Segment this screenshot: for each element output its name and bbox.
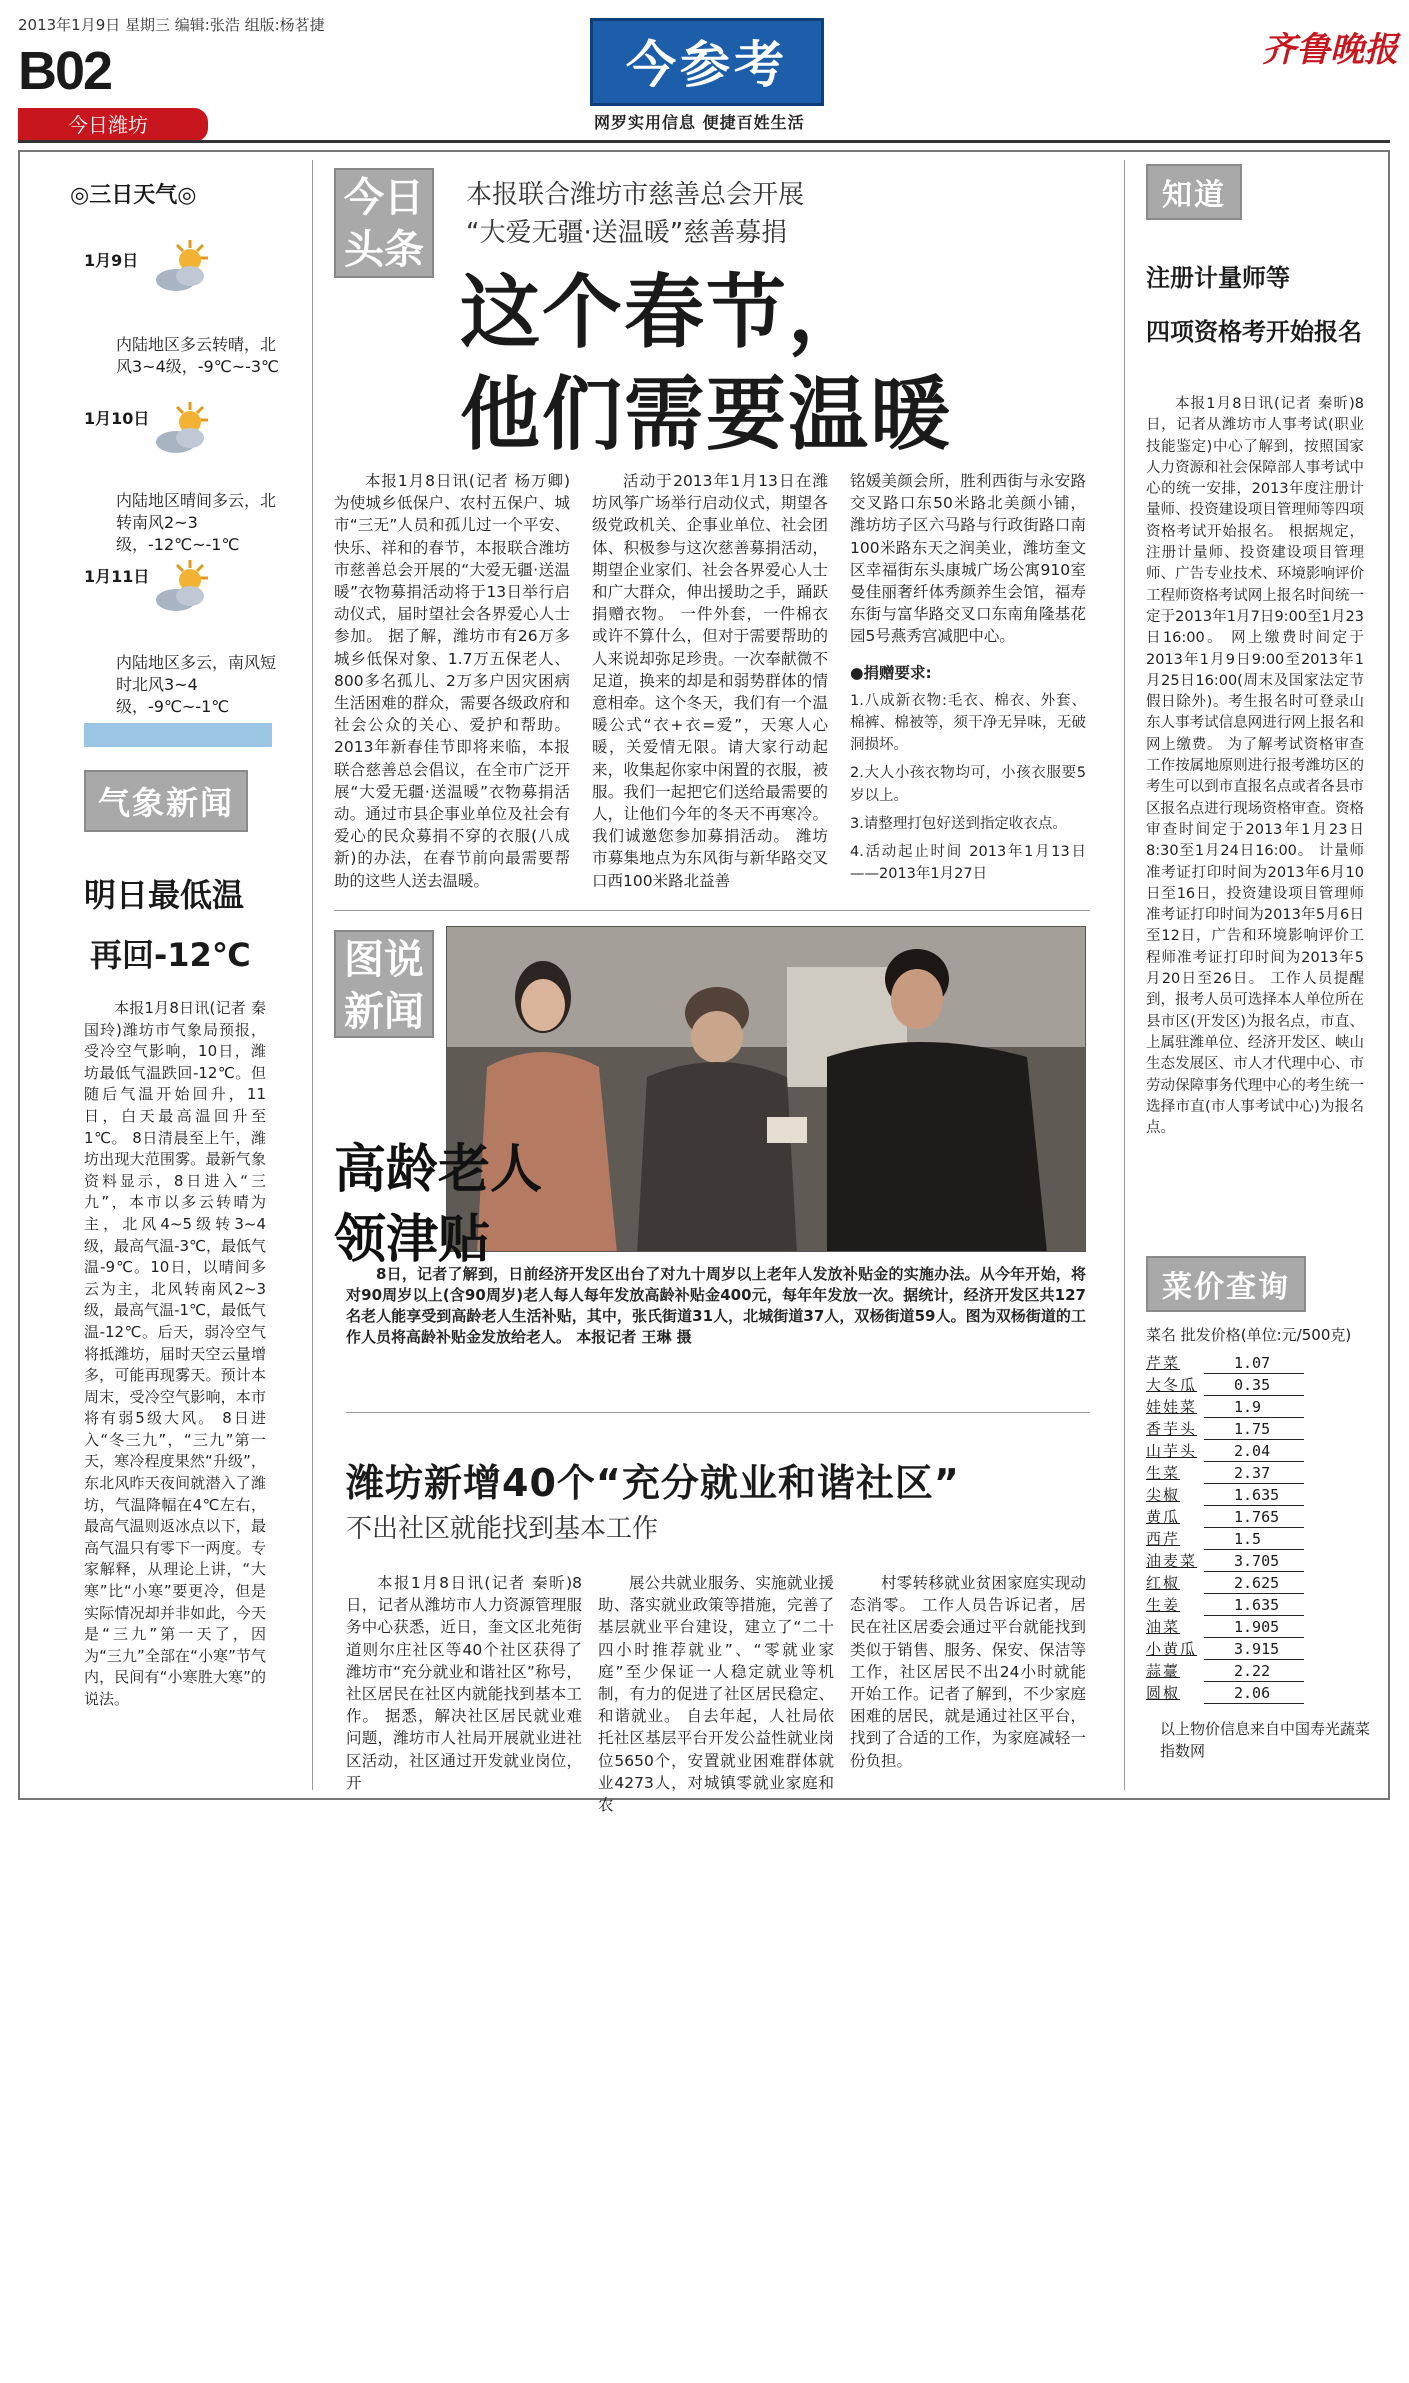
price-row (1146, 1528, 1366, 1550)
community-column-3: 村零转移就业贫困家庭实现动态消零。 工作人员告诉记者，居民在社区居委会通过平台就能找到类似于销售、服务、保安、保洁等工作，社区居民不出24小时就能开始工作。记者了解到，不少家庭困难的居民，就是通过社区平台，找到了合适的工作，为家庭减轻一份负担。 (850, 1574, 1086, 1770)
veg-price: 2.625 (1204, 1572, 1304, 1594)
veg-name: 油菜 (1146, 1618, 1181, 1636)
know-headline: 注册计量师等 (1146, 264, 1290, 292)
lead-kicker (466, 176, 804, 252)
requirements-title: ●捐赠要求: (850, 663, 932, 682)
lead-column-2: 活动于2013年1月13日在潍坊风筝广场举行启动仪式，期望各级党政机关、企事业单位、社会团体、积极参与这次慈善募捐活动，期望企业家们、社会各界爱心人士和广大群众，伸出援助之手，踊跃捐赠衣物。 一件外套，一件棉衣或许不算什么，但对于需要帮助的人来说却弥足珍贵。一次奉献微不足道，换来的却是和弱势群体的情意相牵。这个冬天，我们有一个温暖公式“衣+衣=爱”，天寒人心暖，关爱情无限。请大家行动起来，收集起你家中闲置的衣服，被服。我们一起把它们送给最需要的人，让他们今年的冬天不再寒冷。我们诚邀您参加募捐活动。 潍坊市募集地点为东风街与新华路交叉口西100米路北益善 (592, 472, 828, 890)
weather-title: ◎三日天气◎ (70, 183, 197, 208)
veg-price: 2.37 (1204, 1462, 1304, 1484)
kicker-line-1: 本报联合潍坊市慈善总会开展 (466, 180, 805, 210)
veg-name: 大冬瓜 (1146, 1376, 1198, 1394)
veg-name: 小黄瓜 (1146, 1640, 1198, 1658)
photo-caption: 8日，记者了解到，日前经济开发区出台了对九十周岁以上老年人发放补贴金的实施办法。从今年开始，将对90周岁以上(含90周岁)老人每人每年发放高龄补贴金400元，每年年发放一次。据统计，经济开发区共127名老人能享受到高龄老人生活补贴，其中，张氏街道31人，北城街道37人，双杨街道59人。图为双杨街道的工作人员将高龄补贴金发放给老人。 本报记者 王琳 摄 (346, 1265, 1086, 1346)
weather-date: 1月10日 (84, 409, 150, 428)
kicker-line-2: “大爱无疆·送温暖”慈善募捐 (466, 218, 788, 248)
weather-day-1 (84, 248, 138, 271)
weather-news-headline-2: 再回-12℃ (90, 936, 251, 974)
weather-news-headline: 明日最低温 (84, 876, 245, 914)
weather-news-label: 气象新闻 (84, 770, 248, 832)
lead-column-3 (850, 470, 1086, 885)
community-column-2: 展公共就业服务、实施就业援助、落实就业政策等措施，完善了基层就业平台建设，建立了“二十四小时推荐就业”、“零就业家庭”至少保证一人稳定就业等机制，有力的促进了社区居民稳定、和谐就业。 自去年起，人社局依托社区基层平台开发公益性就业岗位5650个，安置就业困难群体就业4273人，对城镇零就业家庭和农 (598, 1574, 834, 1815)
veg-name: 油麦菜 (1146, 1552, 1198, 1570)
weather-date: 1月9日 (84, 251, 139, 270)
left-divider (312, 160, 313, 1790)
price-row (1146, 1440, 1366, 1462)
community-deck: 不出社区就能找到基本工作 (346, 1514, 659, 1544)
headline-line-2: 他们需要温暖 (460, 368, 952, 461)
veg-name: 娃娃菜 (1146, 1398, 1198, 1416)
price-label: 菜价查询 (1146, 1256, 1306, 1312)
veg-price: 1.75 (1204, 1418, 1304, 1440)
tag-text: 图说新闻 (344, 937, 424, 1035)
column-logo: 今参考 (590, 18, 824, 106)
veg-name: 黄瓜 (1146, 1508, 1181, 1526)
price-row (1146, 1462, 1366, 1484)
section-tab: 今日潍坊 (18, 108, 208, 142)
requirement-item: 3.请整理打包好送到指定收衣点。 (850, 815, 1067, 832)
weather-forecast: 内陆地区晴间多云，北转南风2~3级，-12℃~-1℃ (116, 491, 277, 554)
price-row (1146, 1484, 1366, 1506)
weather-forecast: 内陆地区多云转晴，北风3~4级，-9℃~-3℃ (116, 335, 280, 376)
tag-text: 今日头条 (344, 175, 424, 273)
veg-price: 0.35 (1204, 1374, 1304, 1396)
requirement-item: 2.大人小孩衣物均可，小孩衣服要5岁以上。 (850, 765, 1086, 804)
today-headline-tag (334, 168, 434, 278)
price-row (1146, 1506, 1366, 1528)
price-source: 以上物价信息来自中国寿光蔬菜指数网 (1160, 1720, 1371, 1760)
veg-name: 生菜 (1146, 1464, 1181, 1482)
photo-headline (334, 1135, 542, 1275)
photo-rule (346, 1412, 1090, 1413)
price-row (1146, 1594, 1366, 1616)
veg-name: 尖椒 (1146, 1486, 1181, 1504)
price-row (1146, 1682, 1366, 1704)
veg-name: 生姜 (1146, 1596, 1181, 1614)
page-number: B02 (18, 41, 112, 101)
newspaper-name: 齐鲁晚报 (1262, 30, 1398, 70)
header-rule (18, 140, 1390, 143)
price-table (1146, 1352, 1366, 1704)
lead-rule (334, 910, 1090, 911)
know-label: 知道 (1146, 164, 1242, 220)
weather-date: 1月11日 (84, 567, 150, 586)
veg-price: 3.915 (1204, 1638, 1304, 1660)
veg-price: 1.905 (1204, 1616, 1304, 1638)
price-row (1146, 1550, 1366, 1572)
price-row (1146, 1374, 1366, 1396)
sun-cloud-icon (150, 236, 214, 300)
community-column-1: 本报1月8日讯(记者 秦昕)8日，记者从潍坊市人力资源管理服务中心获悉，近日，奎文区北苑街道则尔庄社区等40个社区获得了潍坊市“充分就业和谐社区”称号，社区居民在社区内就能找到基本工作。 据悉，解决社区居民就业难问题，潍坊市人社局开展就业进社区活动，社区通过开发就业岗位，开 (346, 1574, 582, 1792)
requirement-item: 1.八成新衣物:毛衣、棉衣、外套、棉裤、棉被等，须干净无异味，无破洞损坏。 (850, 692, 1086, 754)
photo-illustration (447, 927, 1086, 1252)
veg-price: 2.22 (1204, 1660, 1304, 1682)
veg-price: 2.06 (1204, 1682, 1304, 1704)
price-table-header: 菜名 批发价格(单位:元/500克) (1146, 1326, 1352, 1344)
veg-name: 红椒 (1146, 1574, 1181, 1592)
photo-headline-line-2: 领津贴 (334, 1210, 491, 1270)
veg-price: 1.5 (1204, 1528, 1304, 1550)
weather-day-2 (84, 406, 149, 429)
price-row (1146, 1616, 1366, 1638)
price-row (1146, 1660, 1366, 1682)
lead-headline (460, 262, 952, 466)
price-row (1146, 1396, 1366, 1418)
column-slogan: 网罗实用信息 便捷百姓生活 (594, 113, 805, 132)
weather-band (84, 723, 272, 747)
veg-name: 蒜薹 (1146, 1662, 1181, 1680)
right-divider (1124, 160, 1125, 1790)
sun-cloud-icon (150, 398, 214, 462)
veg-name: 圆椒 (1146, 1684, 1181, 1702)
veg-name: 山芋头 (1146, 1442, 1198, 1460)
veg-name: 西芹 (1146, 1530, 1181, 1548)
price-row (1146, 1572, 1366, 1594)
lead-column-3-text: 铭媛美颜会所，胜利西街与永安路交叉路口东50米路北美颜小铺，潍坊坊子区六马路与行政街路口南100米路东天之润美业，潍坊奎文区幸福街东头康城广场公寓910室曼佳丽奢纤体秀颜养生会馆，福寿东街与富华路交叉口东南角隆基花园5号燕秀宫减肥中心。 (850, 472, 1086, 646)
price-row (1146, 1638, 1366, 1660)
veg-price: 3.705 (1204, 1550, 1304, 1572)
community-headline: 潍坊新增40个“充分就业和谐社区” (346, 1461, 960, 1505)
know-headline-2: 四项资格考开始报名 (1146, 318, 1362, 346)
photo-news-tag (334, 930, 434, 1038)
requirement-item: 4.活动起止时间 2013年1月13日——2013年1月27日 (850, 844, 1086, 883)
know-body: 本报1月8日讯(记者 秦昕)8日，记者从潍坊市人事考试(职业技能鉴定)中心了解到，按照国家人力资源和社会保障部人事考试中心的统一安排，2013年度注册计量师、投资建设项目管理师等四项资格考试开始报名。 根据规定，注册计量师、投资建设项目管理师、广告专业技术、环境影响评价工程师资格考试网上报名时间统一定于2013年1月7日9:00至1月23日16:00。 网上缴费时间定于2013年1月9日9:00至2013年1月25日16:00(周末及国家法定节假日除外)。考生报名时可登录山东人事考试信息网进行网上报名和网上缴费。 为了解考试资格审查工作按属地原则进行报考潍坊区的考生可以到市直报名点或者各县市区报名点进行现场资格审查。资格审查时间定于2013年1月23日8:30至1月24日16:00。 计量师准考证打印时间为2013年6月10日至16日，投资建设项目管理师准考证打印时间为2013年5月6日至12日，广告和环境影响评价工程师准考证打印时间为2013年5月20日至26日。 工作人员提醒到，报考人员可选择本人单位所在县市区(开发区)为报名点，市直、上属驻潍单位、经济开发区、峡山生态发展区、市人才代理中心、市劳动保障事务代理中心的考生统一选择市直(市人事考试中心)为报名点。 (1146, 396, 1364, 1137)
lead-column-1: 本报1月8日讯(记者 杨万卿)为使城乡低保户、农村五保户、城市“三无”人员和孤儿过一个平安、快乐、祥和的春节，本报联合潍坊市慈善总会开展的“大爱无疆·送温暖”衣物募捐活动将于13日举行启动仪式，届时望社会各界爱心人士参加。 据了解，潍坊市有26万多城乡低保对象、1.7万五保老人、800多名孤儿、2万多户因灾困病生活困难的群众，需要各级政府和社会公众的关心、爱护和帮助。2013年新春佳节即将来临，本报联合慈善总会倡议，在全市广泛开展“大爱无疆·送温暖”衣物募捐活动。通过市县企事业单位及社会有爱心的民众募捐不穿的衣服(八成新)的办法，在春节前向最需要帮助的这些人送去温暖。 (334, 472, 570, 890)
veg-price: 1.635 (1204, 1594, 1304, 1616)
veg-name: 芹菜 (1146, 1354, 1181, 1372)
veg-name: 香芋头 (1146, 1420, 1198, 1438)
veg-price: 2.04 (1204, 1440, 1304, 1462)
price-row (1146, 1418, 1366, 1440)
weather-day-3 (84, 564, 149, 587)
issue-meta: 2013年1月9日 星期三 编辑:张浩 组版:杨茗捷 (18, 16, 325, 34)
weather-forecast: 内陆地区多云，南风短时北风3~4级，-9℃~-1℃ (116, 653, 277, 716)
headline-line-1: 这个春节， (460, 266, 870, 359)
veg-price: 1.07 (1204, 1352, 1304, 1374)
veg-price: 1.765 (1204, 1506, 1304, 1528)
photo-headline-line-1: 高龄老人 (334, 1140, 543, 1200)
sun-cloud-icon (150, 556, 214, 620)
veg-price: 1.9 (1204, 1396, 1304, 1418)
veg-price: 1.635 (1204, 1484, 1304, 1506)
weather-news-body: 本报1月8日讯(记者 秦国玲)潍坊市气象局预报，受冷空气影响，10日，潍坊最低气温跌回-12℃。但随后气温开始回升，11日，白天最高温回升至1℃。 8日清晨至上午，潍坊出现大范围雾。最新气象资料显示，8日进入“三九”，本市以多云转晴为主，北风4~5级转3~4级，最高气温-3℃，最低气温-9℃。10日，以晴间多云为主，北风转南风2~3级，最高气温-1℃，最低气温-12℃。后天，弱冷空气将抵潍坊，届时天空云量增多，可能再现雾天。预计本周末，受冷空气影响，本市将有弱5级大风。 8日进入“冬三九”，“三九”第一天，寒冷程度果然“升级”，东北风昨天夜间就潜入了潍坊，气温降幅在4℃左右，最高气温则返冰点以下，最高气温只有零下一两度。专家解释，从理论上讲，“大寒”比“小寒”要更冷，但是实际情况却并非如此，今天是“三九”第一天了，因为“三九”全部在“小寒”节气内，民间有“小寒胜大寒”的说法。 (84, 999, 266, 1708)
price-row (1146, 1352, 1366, 1374)
